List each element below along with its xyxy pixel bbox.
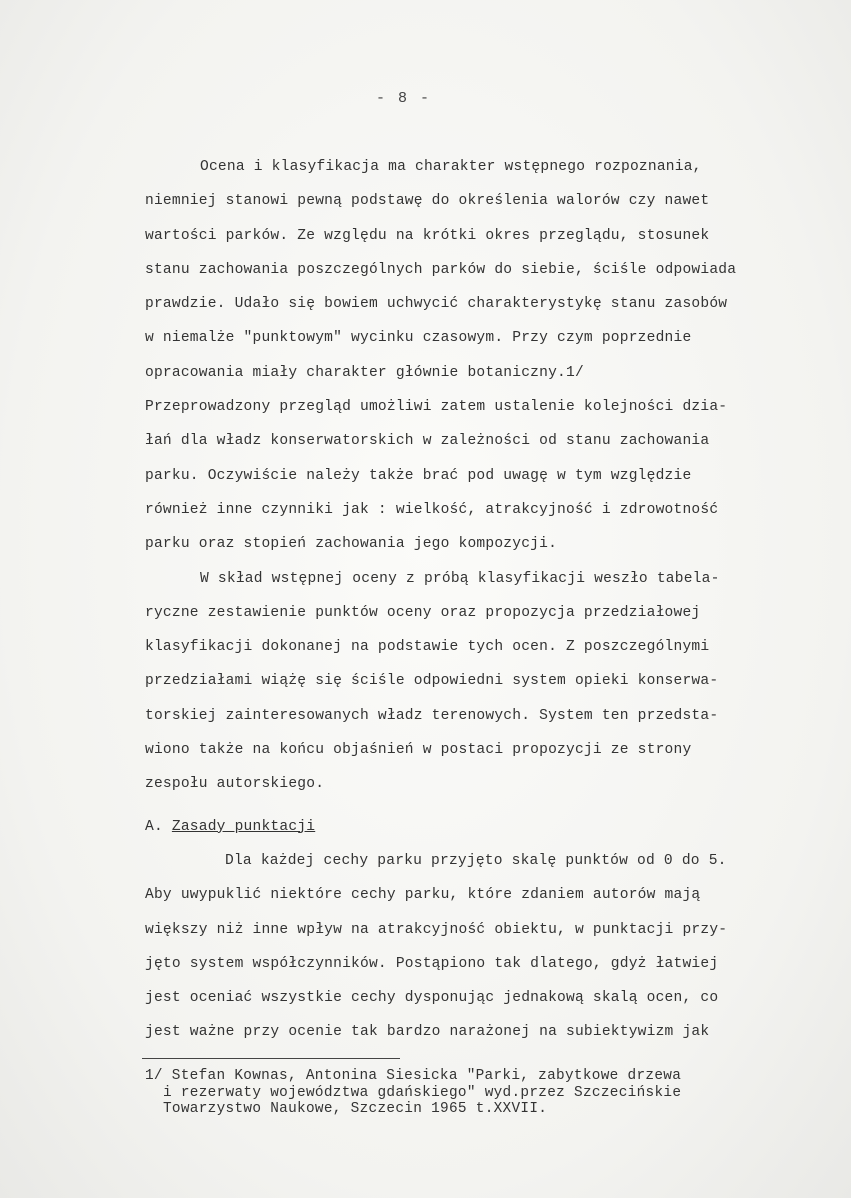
text-line: W skład wstępnej oceny z próbą klasyfikacji weszło tabela- — [200, 570, 720, 587]
text-line: parku oraz stopień zachowania jego kompozycji. — [145, 536, 558, 553]
section-title: Zasady punktacji — [171, 818, 316, 835]
text-line: przedziałami wiążę się ściśle odpowiedni system opieki konserwa- — [145, 673, 719, 690]
section-heading — [145, 810, 830, 844]
footnote-line: Towarzystwo Naukowe, Szczecin 1965 t.XXVII. — [163, 1101, 548, 1117]
text-line: torskiej zainteresowanych władz terenowych. System ten przedsta- — [145, 707, 719, 724]
text-line: Ocena i klasyfikacja ma charakter wstępnego rozpoznania, — [200, 159, 702, 175]
text-line: Aby uwypuklić niektóre cechy parku, które zdaniem autorów mają — [145, 887, 701, 904]
text-line: łań dla władz konserwatorskich w zależności od stanu zachowania — [145, 433, 710, 450]
text-line: klasyfikacji dokonanej na podstawie tych ocen. Z poszczególnymi — [145, 639, 710, 656]
text-line: jest oceniać wszystkie cechy dysponując jednakową skalą ocen, co — [145, 990, 719, 1007]
text-line: jest ważne przy ocenie tak bardzo narażonej na subiektywizm jak — [145, 1024, 710, 1041]
text-line: większy niż inne wpływ na atrakcyjność obiektu, w punktacji przy- — [145, 921, 728, 938]
text-line: zespołu autorskiego. — [145, 776, 325, 793]
section-prefix: A. — [145, 818, 163, 835]
text-line: opracowania miały charakter głównie botaniczny.1/ — [145, 364, 584, 381]
text-line: jęto system współczynników. Postąpiono tak dlatego, gdyż łatwiej — [145, 955, 719, 972]
footnote-line: 1/ Stefan Kownas, Antonina Siesicka "Parki, zabytkowe drzewa — [145, 1068, 682, 1084]
text-line: wartości parków. Ze względu na krótki okres przeglądu, stosunek — [145, 227, 710, 244]
page-number: - 8 - — [375, 90, 431, 107]
text-line: parku. Oczywiście należy także brać pod uwagę w tym względzie — [145, 467, 692, 484]
footnote-line: i rezerwaty województwa gdańskiego" wyd.przez Szczecińskie — [163, 1084, 682, 1101]
text-line: niemniej stanowi pewną podstawę do określenia walorów czy nawet — [145, 193, 710, 210]
text-line: w niemalże "punktowym" wycinku czasowym. Przy czym poprzednie — [145, 330, 692, 347]
text-line: Dla każdej cechy parku przyjęto skalę punktów od 0 do 5. — [225, 852, 727, 869]
footnote-divider — [142, 1058, 400, 1059]
text-line: stanu zachowania poszczególnych parków do siebie, ściśle odpowiada — [145, 261, 737, 278]
text-line: ryczne zestawienie punktów oceny oraz propozycja przedziałowej — [145, 604, 701, 621]
text-line: również inne czynniki jak : wielkość, atrakcyjność i zdrowotność — [145, 501, 719, 518]
text-line: Przeprowadzony przegląd umożliwi zatem ustalenie kolejności dzia- — [145, 399, 728, 416]
footnote — [145, 1068, 825, 1118]
text-line: prawdzie. Udało się bowiem uchwycić charakterystykę stanu zasobów — [145, 296, 728, 313]
text-line: wiono także na końcu objaśnień w postaci propozycji ze strony — [145, 742, 692, 759]
body-text — [145, 150, 830, 1050]
